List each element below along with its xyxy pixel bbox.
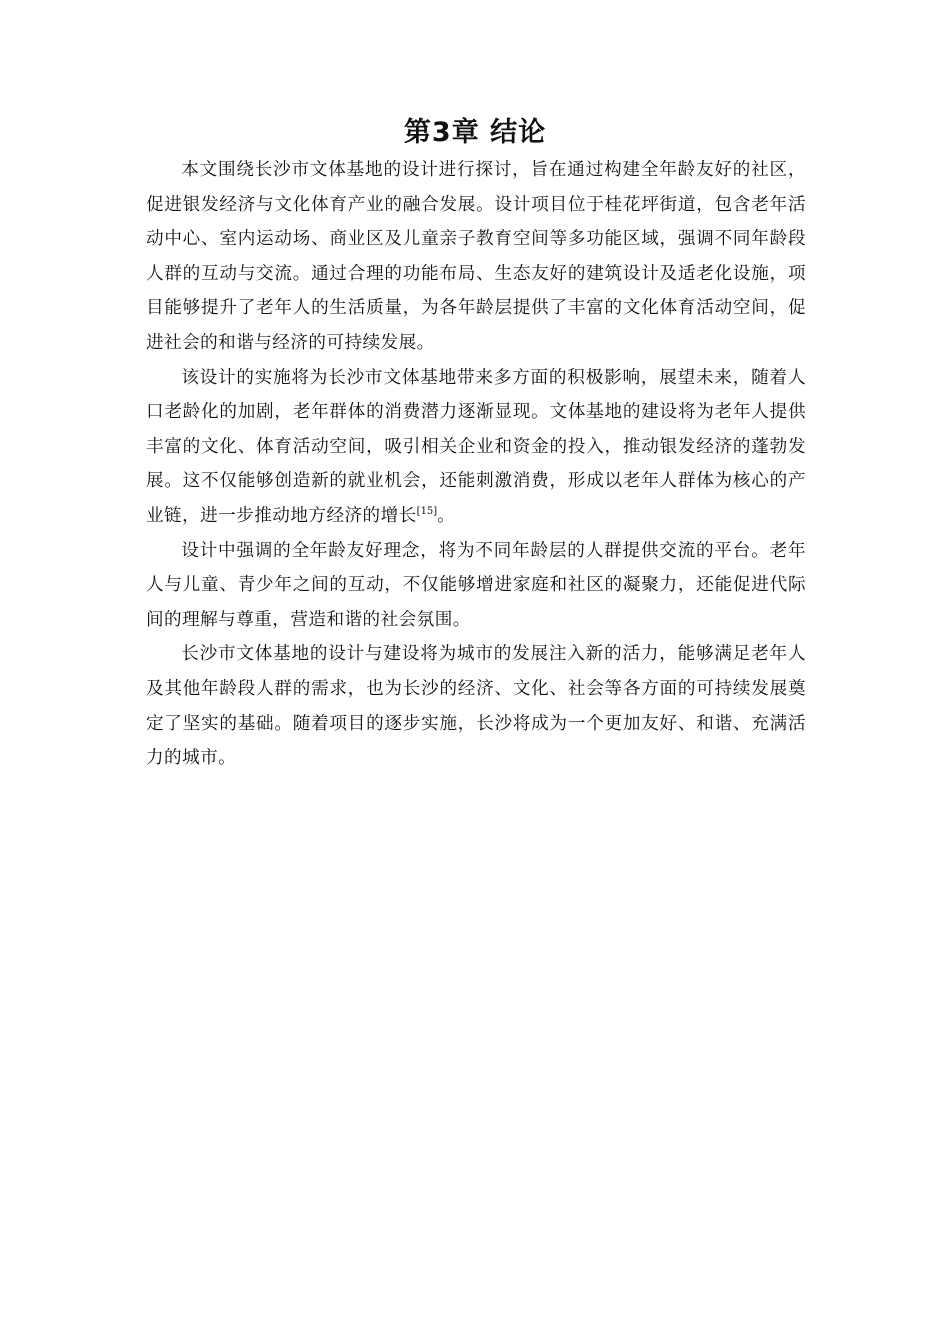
citation-ref: [15] <box>416 506 438 518</box>
paragraph-2 <box>146 361 806 534</box>
paragraph-1: 本文围绕长沙市文体基地的设计进行探讨，旨在通过构建全年龄友好的社区，促进银发经济与文化体育产业的融合发展。设计项目位于桂花坪街道，包含老年活动中心、室内运动场、商业区及儿童亲子教育空间等多功能区域，强调不同年龄段人群的互动与交流。通过合理的功能布局、生态友好的建筑设计及适老化设施，项目能够提升了老年人的生活质量，为各年龄层提供了丰富的文化体育活动空间，促进社会的和谐与经济的可持续发展。 <box>146 160 806 353</box>
chapter-title: 第3章 结论 <box>403 117 547 148</box>
paragraph-2-end: 。 <box>437 505 456 526</box>
paragraph-2-text: 该设计的实施将为长沙市文体基地带来多方面的积极影响，展望未来，随着人口老龄化的加剧，老年群体的消费潜力逐渐显现。文体基地的建设将为老年人提供丰富的文化、体育活动空间，吸引相关企业和资金的投入，推动银发经济的蓬勃发展。这不仅能够创造新的就业机会，还能刺激消费，形成以老年人群体为核心的产业链，进一步推动地方经济的增长 <box>146 367 806 526</box>
paragraph-4: 长沙市文体基地的设计与建设将为城市的发展注入新的活力，能够满足老年人及其他年龄段人群的需求，也为长沙的经济、文化、社会等各方面的可持续发展奠定了坚实的基础。随着项目的逐步实施，长沙将成为一个更加友好、和谐、充满活力的城市。 <box>146 644 806 769</box>
chapter-body <box>146 153 806 776</box>
paragraph-3: 设计中强调的全年龄友好理念，将为不同年龄层的人群提供交流的平台。老年人与儿童、青少年之间的互动，不仅能够增进家庭和社区的凝聚力，还能促进代际间的理解与尊重，营造和谐的社会氛围。 <box>146 540 806 630</box>
